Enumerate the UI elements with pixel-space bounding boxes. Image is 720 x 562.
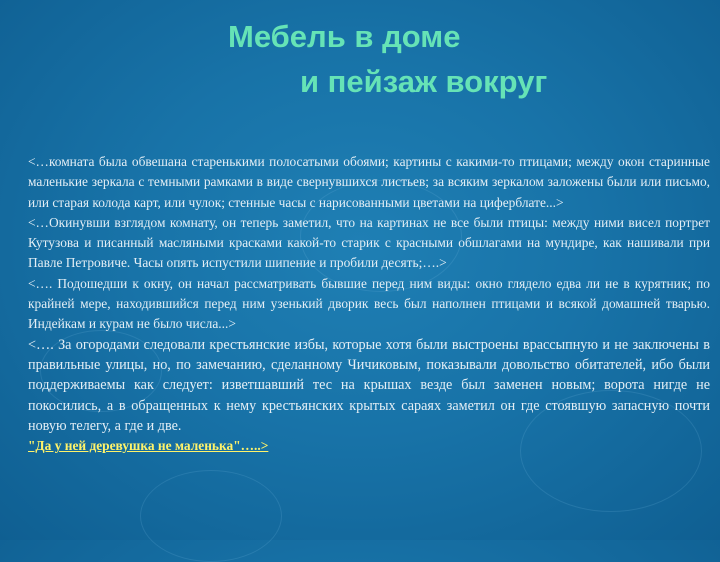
title-line-1: Мебель в доме xyxy=(228,19,461,54)
quote-text-block xyxy=(28,152,710,456)
quote-paragraph: <…. Подошедши к окну, он начал рассматривать бывшие перед ним виды: окно глядело едва ли не в курятник; по крайней мере, находившийся перед ним узенький дворик весь был наполнен птицами и всякой домашней тварью. Индейкам и курам не было числа...> xyxy=(28,275,710,332)
quote-paragraph: <…. За огородами следовали крестьянские избы, которые хотя были выстроены врассыпную и не заключены в правильные улицы, но, по замечанию, сделанному Чичиковым, показывали довольство обитателей, ибо были поддерживаемы как следует: изветшавший тес на крышах везде был заменен новым; ворота нигде не покосились, а в обращенных к нему крестьянских крытых сараях заметил он где стоявшую запасную почти новую телегу, а где и две. xyxy=(28,336,710,434)
quote-paragraph: <…Окинувши взглядом комнату, он теперь заметил, что на картинах не все были птицы: между ними висел портрет Кутузова и писанный масляными красками какой-то старик с красными обшлагами на мундире, как нашивали при Павле Петровиче. Часы опять испустили шипение и пробили десять;….> xyxy=(28,214,710,271)
quote-paragraph: <…комната была обвешана старенькими полосатыми обоями; картины с какими-то птицами; между окон старинные маленькие зеркала с темными рамками в виде свернувшихся листьев; за всяким зеркалом заложены были или письмо, или старая колода карт, или чулок; стенные часы с нарисованными цветами на циферблате...> xyxy=(28,154,710,210)
water-ripple-decoration xyxy=(140,470,282,562)
final-quote-link[interactable]: "Да у ней деревушка не маленька"…..> xyxy=(28,438,269,454)
title-line-2: и пейзаж вокруг xyxy=(300,64,548,99)
